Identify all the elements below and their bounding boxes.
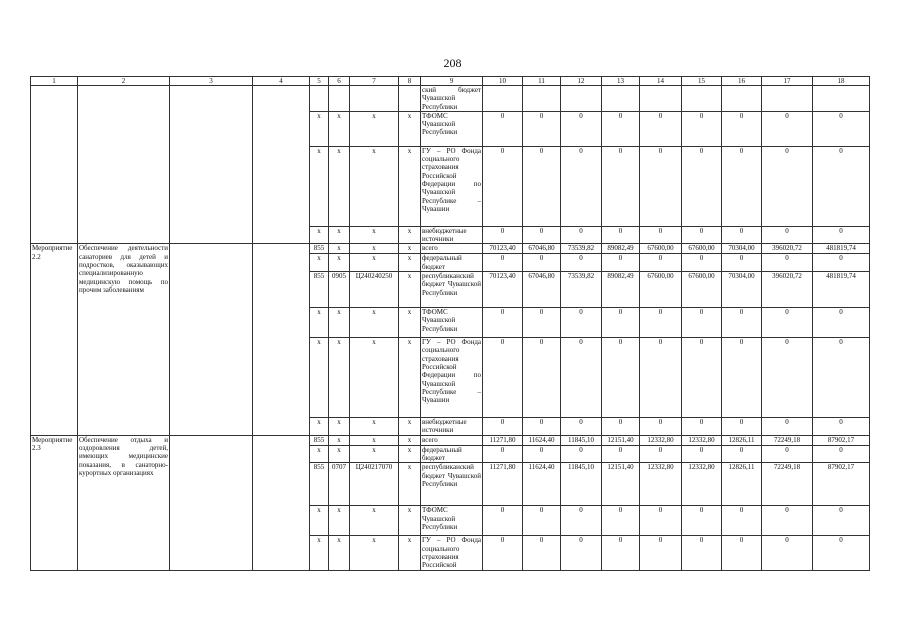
value-cell: 0 — [722, 418, 762, 436]
value-cell: 0 — [602, 445, 640, 463]
code-cell — [310, 86, 329, 112]
value-cell: 0 — [682, 308, 722, 338]
code-cell — [399, 86, 421, 112]
funding-source: ГУ – РО Фонда социального страхования Российской — [422, 536, 481, 570]
empty-cell — [253, 86, 310, 244]
value-cell: 0 — [640, 445, 682, 463]
value-cell: 0 — [722, 146, 762, 226]
value-cell: 0 — [682, 536, 722, 571]
code-cell: x — [399, 463, 421, 506]
value-cell: 12826,11 — [722, 435, 762, 445]
value-cell: 0 — [682, 445, 722, 463]
table-row — [31, 86, 870, 112]
code-cell: x — [350, 418, 399, 436]
event-description: Обеспечение отдыха и оздоровления детей, имеющих медицинские показания, в санаторно-курортных организациях — [78, 435, 170, 571]
value-cell: 0 — [762, 536, 813, 571]
value-cell: 0 — [483, 536, 523, 571]
value-cell: 0 — [640, 308, 682, 338]
column-number: 8 — [399, 77, 421, 86]
funding-source: республиканский бюджет Чувашской Республики — [421, 272, 483, 308]
value-cell: 0 — [602, 111, 640, 146]
code-cell: x — [399, 111, 421, 146]
code-cell: x — [350, 254, 399, 272]
value-cell: 0 — [561, 536, 602, 571]
code-cell: x — [399, 445, 421, 463]
code-cell: x — [310, 506, 329, 536]
empty-cell — [170, 86, 253, 244]
value-cell — [523, 86, 561, 112]
value-cell: 0 — [561, 445, 602, 463]
value-cell: 0 — [813, 445, 870, 463]
value-cell: 0 — [813, 308, 870, 338]
value-cell: 0 — [523, 506, 561, 536]
value-cell: 0 — [602, 418, 640, 436]
value-cell: 0 — [602, 254, 640, 272]
code-cell: x — [329, 244, 350, 254]
code-cell: x — [399, 244, 421, 254]
value-cell: 0 — [640, 338, 682, 418]
code-cell: x — [350, 111, 399, 146]
value-cell: 0 — [483, 226, 523, 244]
code-cell: x — [350, 445, 399, 463]
code-cell: x — [329, 146, 350, 226]
value-cell: 12151,40 — [602, 463, 640, 506]
column-number: 14 — [640, 77, 682, 86]
table-row — [31, 244, 870, 254]
value-cell: 89082,49 — [602, 272, 640, 308]
value-cell: 67600,00 — [640, 244, 682, 254]
column-number: 2 — [78, 77, 170, 86]
value-cell: 0 — [813, 226, 870, 244]
code-cell: x — [310, 338, 329, 418]
empty-cell — [253, 244, 310, 435]
column-number: 5 — [310, 77, 329, 86]
code-cell: 0707 — [329, 463, 350, 506]
code-cell: x — [329, 111, 350, 146]
funding-source: ГУ – РО Фонда социального страхования Российской Федерации по Чувашской Республике – Чувашии — [421, 146, 483, 226]
column-number: 16 — [722, 77, 762, 86]
value-cell: 396020,72 — [762, 272, 813, 308]
code-cell: x — [329, 445, 350, 463]
funding-source: внебюджетные источники — [421, 418, 483, 436]
empty-cell — [170, 244, 253, 435]
value-cell: 0 — [523, 226, 561, 244]
column-number: 9 — [421, 77, 483, 86]
value-cell: 12151,40 — [602, 435, 640, 445]
code-cell: x — [329, 254, 350, 272]
value-cell: 0 — [602, 308, 640, 338]
value-cell: 0 — [483, 146, 523, 226]
code-cell: 855 — [310, 463, 329, 506]
column-number: 1 — [31, 77, 78, 86]
value-cell: 0 — [762, 506, 813, 536]
value-cell: 0 — [682, 338, 722, 418]
value-cell: 0 — [640, 146, 682, 226]
code-cell: x — [350, 308, 399, 338]
column-number: 15 — [682, 77, 722, 86]
funding-source: республиканский бюджет Чувашской Республики — [421, 463, 483, 506]
value-cell: 0 — [602, 338, 640, 418]
value-cell: 0 — [602, 146, 640, 226]
value-cell — [602, 86, 640, 112]
value-cell: 0 — [762, 338, 813, 418]
value-cell — [561, 86, 602, 112]
value-cell: 0 — [523, 308, 561, 338]
funding-source: ТФОМС Чувашской Республики — [421, 111, 483, 146]
code-cell: x — [399, 308, 421, 338]
value-cell: 0 — [682, 146, 722, 226]
funding-source: внебюджетные источники — [421, 226, 483, 244]
value-cell: 12332,80 — [640, 463, 682, 506]
code-cell: x — [310, 146, 329, 226]
code-cell: x — [329, 536, 350, 571]
value-cell: 0 — [722, 226, 762, 244]
value-cell: 0 — [561, 338, 602, 418]
code-cell — [350, 86, 399, 112]
code-cell: x — [310, 254, 329, 272]
value-cell: 70304,00 — [722, 244, 762, 254]
column-number: 7 — [350, 77, 399, 86]
empty-cell — [253, 435, 310, 571]
value-cell: 11624,40 — [523, 463, 561, 506]
code-cell: x — [399, 418, 421, 436]
value-cell: 12332,80 — [640, 435, 682, 445]
code-cell: x — [399, 338, 421, 418]
value-cell: 0 — [602, 226, 640, 244]
table-row — [31, 435, 870, 445]
value-cell: 73539,82 — [561, 244, 602, 254]
value-cell: 0 — [722, 536, 762, 571]
value-cell: 11845,10 — [561, 435, 602, 445]
code-cell: x — [329, 226, 350, 244]
value-cell: 11845,10 — [561, 463, 602, 506]
code-cell: x — [350, 506, 399, 536]
value-cell — [640, 86, 682, 112]
code-cell: x — [329, 506, 350, 536]
value-cell: 0 — [762, 445, 813, 463]
funding-source: федеральный бюджет — [421, 254, 483, 272]
value-cell: 0 — [602, 506, 640, 536]
code-cell: 855 — [310, 244, 329, 254]
value-cell: 0 — [722, 111, 762, 146]
value-cell: 0 — [561, 111, 602, 146]
value-cell: 87902,17 — [813, 435, 870, 445]
value-cell: 67046,80 — [523, 244, 561, 254]
value-cell: 0 — [483, 445, 523, 463]
value-cell: 0 — [813, 146, 870, 226]
event-description: Обеспечение деятельности санаториев для детей и подростков, оказывающих специализированную медицинскую помощь по прочим заболеваниям — [78, 244, 170, 435]
code-cell: x — [350, 226, 399, 244]
code-cell: x — [399, 536, 421, 571]
code-cell: x — [310, 111, 329, 146]
empty-cell — [78, 86, 170, 244]
value-cell: 0 — [640, 111, 682, 146]
code-cell: x — [329, 435, 350, 445]
value-cell: 67600,00 — [640, 272, 682, 308]
value-cell: 0 — [682, 254, 722, 272]
code-cell — [329, 86, 350, 112]
value-cell: 0 — [722, 445, 762, 463]
funding-source: ТФОМС Чувашской Республики — [421, 308, 483, 338]
value-cell: 0 — [561, 146, 602, 226]
value-cell: 0 — [813, 111, 870, 146]
value-cell: 73539,82 — [561, 272, 602, 308]
code-cell: x — [329, 418, 350, 436]
value-cell: 0 — [523, 338, 561, 418]
value-cell — [483, 86, 523, 112]
value-cell — [682, 86, 722, 112]
column-number: 13 — [602, 77, 640, 86]
value-cell — [813, 86, 870, 112]
value-cell: 0 — [561, 226, 602, 244]
value-cell: 12332,80 — [682, 435, 722, 445]
value-cell: 11271,80 — [483, 435, 523, 445]
value-cell: 0 — [523, 254, 561, 272]
column-number: 18 — [813, 77, 870, 86]
value-cell: 0 — [640, 418, 682, 436]
value-cell: 70304,00 — [722, 272, 762, 308]
value-cell: 0 — [483, 111, 523, 146]
code-cell: x — [350, 146, 399, 226]
value-cell: 0 — [523, 146, 561, 226]
code-cell: x — [350, 435, 399, 445]
value-cell: 0 — [813, 254, 870, 272]
value-cell: 0 — [813, 506, 870, 536]
code-cell: x — [399, 146, 421, 226]
code-cell: x — [350, 338, 399, 418]
column-number: 17 — [762, 77, 813, 86]
value-cell: 67600,00 — [682, 244, 722, 254]
funding-source: ГУ – РО Фонда социального страхования Российской Федерации по Чувашской Республике – Чувашии — [421, 338, 483, 418]
code-cell: x — [399, 272, 421, 308]
value-cell: 481819,74 — [813, 272, 870, 308]
value-cell: 0 — [762, 146, 813, 226]
value-cell: 0 — [523, 418, 561, 436]
event-label: Мероприятие 2.3 — [31, 435, 78, 571]
empty-cell — [170, 435, 253, 571]
value-cell: 0 — [682, 111, 722, 146]
value-cell: 481819,74 — [813, 244, 870, 254]
value-cell: 0 — [640, 536, 682, 571]
code-cell: x — [310, 226, 329, 244]
value-cell: 67600,00 — [682, 272, 722, 308]
code-cell: 855 — [310, 272, 329, 308]
funding-source: всего — [421, 244, 483, 254]
value-cell: 67046,80 — [523, 272, 561, 308]
code-cell: x — [310, 418, 329, 436]
funding-source: всего — [421, 435, 483, 445]
code-cell: x — [399, 435, 421, 445]
value-cell: 70123,40 — [483, 272, 523, 308]
value-cell: 0 — [523, 445, 561, 463]
value-cell: 12332,80 — [682, 463, 722, 506]
value-cell: 0 — [561, 506, 602, 536]
column-number-row — [31, 77, 870, 86]
value-cell: 0 — [722, 308, 762, 338]
value-cell: 0 — [640, 226, 682, 244]
value-cell: 0 — [762, 254, 813, 272]
value-cell: 0 — [561, 254, 602, 272]
value-cell: 0 — [640, 506, 682, 536]
funding-source: ский бюджет Чувашской Республики — [422, 86, 481, 111]
value-cell: 0 — [561, 308, 602, 338]
value-cell: 70123,40 — [483, 244, 523, 254]
value-cell: 0 — [762, 418, 813, 436]
value-cell: 72249,18 — [762, 463, 813, 506]
value-cell: 0 — [602, 536, 640, 571]
value-cell: 396020,72 — [762, 244, 813, 254]
column-number: 10 — [483, 77, 523, 86]
value-cell: 0 — [640, 254, 682, 272]
value-cell: 0 — [523, 111, 561, 146]
value-cell: 0 — [483, 338, 523, 418]
funding-source: федеральный бюджет — [421, 445, 483, 463]
value-cell: 0 — [762, 226, 813, 244]
code-cell: x — [399, 506, 421, 536]
value-cell: 87902,17 — [813, 463, 870, 506]
value-cell: 0 — [722, 506, 762, 536]
empty-cell — [31, 86, 78, 244]
value-cell: 0 — [523, 536, 561, 571]
budget-table — [30, 76, 870, 571]
column-number: 11 — [523, 77, 561, 86]
value-cell: 0 — [483, 254, 523, 272]
value-cell: 0 — [813, 536, 870, 571]
value-cell: 0 — [762, 308, 813, 338]
code-cell: 0905 — [329, 272, 350, 308]
column-number: 6 — [329, 77, 350, 86]
value-cell: 89082,49 — [602, 244, 640, 254]
code-cell: 855 — [310, 435, 329, 445]
value-cell: 12826,11 — [722, 463, 762, 506]
code-cell: x — [310, 445, 329, 463]
value-cell: 11271,80 — [483, 463, 523, 506]
value-cell: 0 — [762, 111, 813, 146]
value-cell: 0 — [813, 338, 870, 418]
code-cell: x — [329, 308, 350, 338]
funding-source: ТФОМС Чувашской Республики — [421, 506, 483, 536]
value-cell — [722, 86, 762, 112]
value-cell: 0 — [483, 418, 523, 436]
value-cell: 72249,18 — [762, 435, 813, 445]
code-cell: x — [350, 536, 399, 571]
column-number: 3 — [170, 77, 253, 86]
value-cell: 0 — [813, 418, 870, 436]
value-cell: 0 — [561, 418, 602, 436]
code-cell: x — [350, 244, 399, 254]
column-number: 4 — [253, 77, 310, 86]
code-cell: x — [399, 226, 421, 244]
code-cell: x — [310, 308, 329, 338]
page-number: 208 — [443, 56, 462, 70]
value-cell: 0 — [722, 254, 762, 272]
code-cell: Ц240217070 — [350, 463, 399, 506]
code-cell: x — [310, 536, 329, 571]
value-cell: 0 — [682, 506, 722, 536]
code-cell: Ц240240250 — [350, 272, 399, 308]
value-cell: 0 — [682, 418, 722, 436]
code-cell: x — [399, 254, 421, 272]
event-label: Мероприятие 2.2 — [31, 244, 78, 435]
column-number: 12 — [561, 77, 602, 86]
value-cell: 0 — [682, 226, 722, 244]
code-cell: x — [329, 338, 350, 418]
value-cell: 0 — [483, 308, 523, 338]
value-cell — [762, 86, 813, 112]
value-cell: 11624,40 — [523, 435, 561, 445]
value-cell: 0 — [483, 506, 523, 536]
value-cell: 0 — [722, 338, 762, 418]
